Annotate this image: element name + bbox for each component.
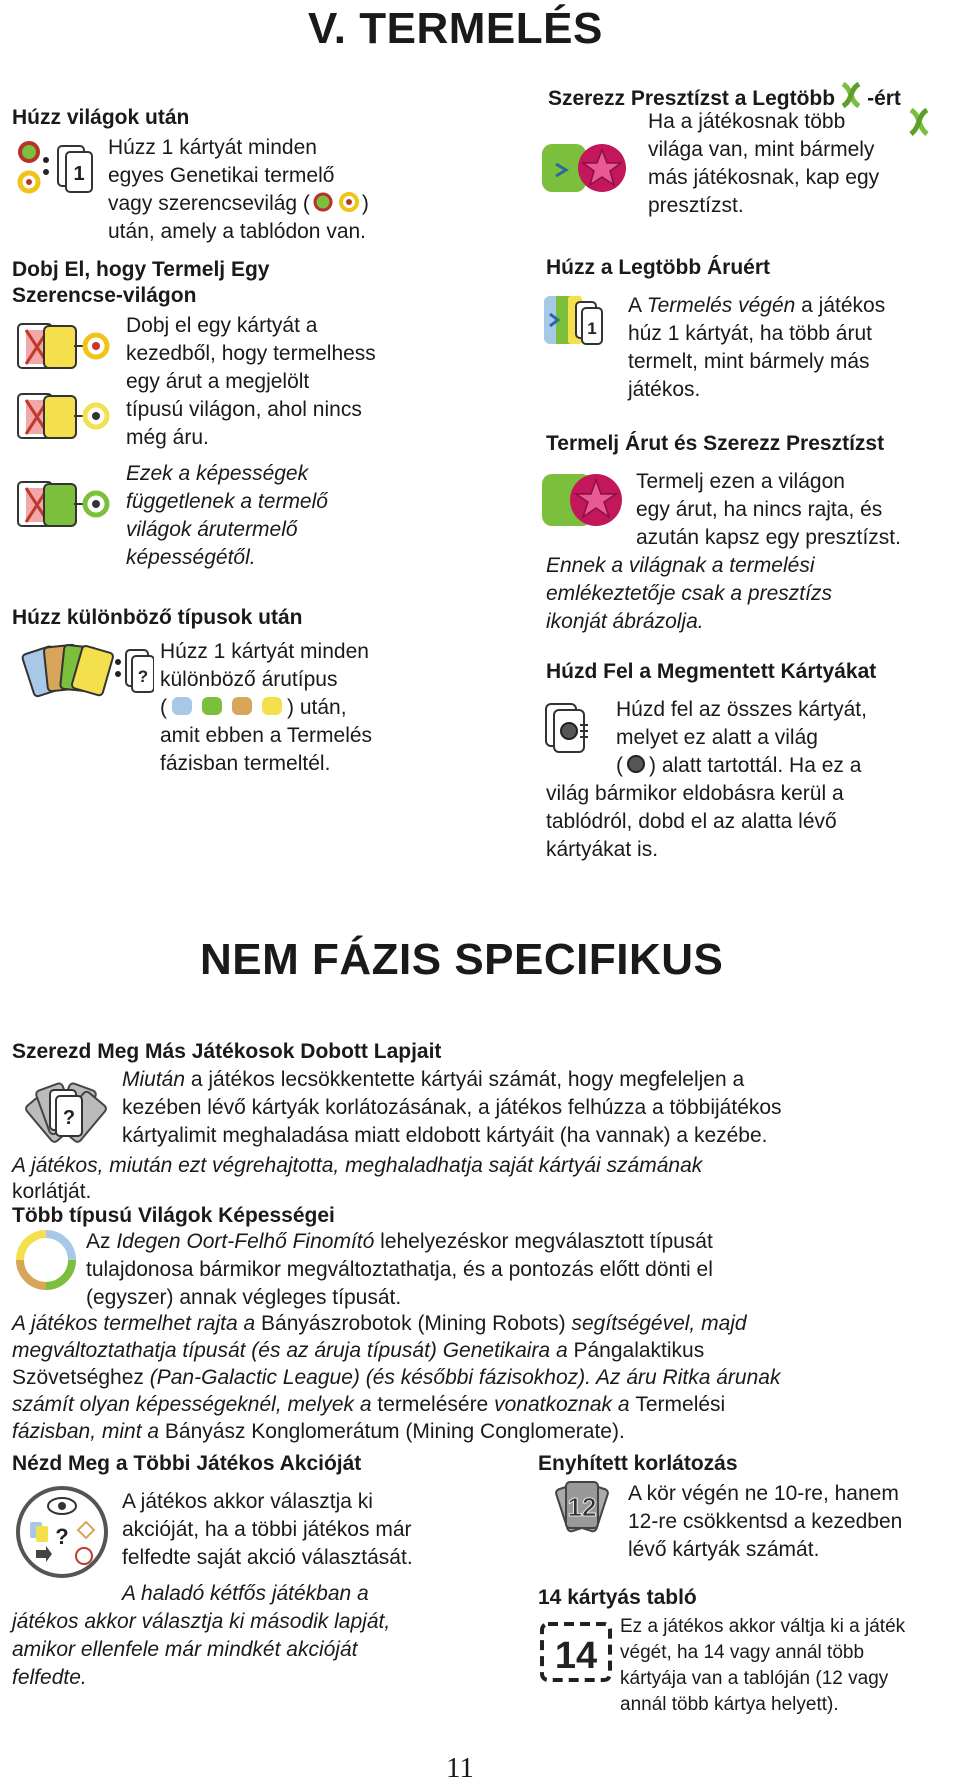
most-gene-prestige-line-3: más játékosnak, kap egy [648, 166, 880, 189]
text-segment: Bányász Konglomerátum (Mining Conglomerate). [164, 1420, 625, 1443]
relaxed-limit-line-3: lévő kártyák számát. [628, 1538, 820, 1561]
saved-cards-icon [540, 700, 596, 754]
text-segment: Szövetséghez [12, 1366, 144, 1389]
svg-text:?: ? [62, 1107, 76, 1129]
discard-card-yellow-icon [14, 388, 114, 444]
windfall-world-icon [338, 191, 360, 213]
see-others-note-4: felfedte. [12, 1666, 87, 1689]
take-discards-line-1 [122, 1066, 744, 1094]
heading-discard-to-produce-1: Dobj El, hogy Termelj Egy [12, 258, 270, 281]
text-segment: Pángalaktikus [573, 1339, 705, 1362]
see-others-line-1: A játékos akkor választja ki [122, 1490, 373, 1513]
see-others-note-3: amikor ellenfele már mindkét akcióját [12, 1638, 358, 1661]
text-segment: A [628, 294, 647, 317]
tableau-number: 14 [554, 1635, 598, 1677]
text-segment: termelésére [377, 1393, 489, 1416]
hand-limit-number: 12 [567, 1492, 597, 1522]
text-segment: Termelési [635, 1393, 726, 1416]
produce-prestige-line-3: azután kapsz egy presztízst. [636, 526, 901, 549]
discard-to-produce-line-4: típusú világon, ahol nincs [126, 398, 362, 421]
draw-most-goods-line-1 [628, 292, 885, 320]
discard-card-green-icon [14, 476, 114, 532]
text-segment: a játékos lecsökkentette kártyái számát, hogy megfeleljen a [185, 1068, 745, 1091]
text-segment: Idegen Oort-Felhő Finomító [116, 1230, 375, 1253]
produce-prestige-note-2: emlékeztetője csak a presztízs [546, 582, 832, 605]
text-segment: ) után, [287, 696, 347, 719]
text-segment: ( [160, 696, 167, 719]
discard-to-produce-line-3: egy árut a megjelölt [126, 370, 310, 393]
draw-after-worlds-line-2: egyes Genetikai termelő [108, 164, 335, 187]
svg-text:?: ? [55, 1524, 69, 1549]
see-others-line-2: akcióját, ha a többi játékos már [122, 1518, 412, 1541]
discard-note-line-1: Ezek a képességek [126, 462, 309, 485]
goods-cards-icon [18, 638, 154, 698]
draw-different-types-line-2: különböző árutípus [160, 668, 338, 691]
text-segment: fázisban, mint a [12, 1420, 165, 1443]
text-segment: ) alatt tartottál. Ha ez a [649, 754, 862, 777]
multi-type-note-5 [12, 1418, 625, 1446]
draw-saved-cards-line-4: világ bármikor eldobásra kerül a [546, 782, 844, 805]
tableau-14-line-4: annál több kártya helyett). [620, 1694, 839, 1715]
produce-prestige-icon [540, 470, 630, 530]
most-gene-prestige-line-2: világa van, mint bármely [648, 138, 875, 161]
discard-note-line-2: függetlenek a termelő [126, 490, 328, 513]
most-gene-prestige-line-4: presztízst. [648, 194, 744, 217]
take-discards-icon [14, 1066, 118, 1156]
alien-good-icon [259, 695, 285, 717]
heading-most-gene-prestige [548, 82, 901, 111]
multi-type-line-3: (egyszer) annak végleges típusát. [86, 1286, 402, 1309]
draw-different-types-line-3 [160, 694, 347, 722]
heading-draw-different-types: Húzz különböző típusok után [12, 606, 303, 629]
genetic-world-icon [312, 191, 334, 213]
heading-see-others-action: Nézd Meg a Többi Játékos Akcióját [12, 1452, 362, 1475]
text-segment: A játékos termelhet rajta a [12, 1312, 262, 1335]
take-discards-line-2: kezében lévő kártyák korlátozásának, a játékos felhúzza a többijátékos [122, 1096, 782, 1119]
text-segment: segítségével, majd [565, 1312, 747, 1335]
multi-type-note-2 [12, 1337, 704, 1365]
tableau-14-line-3: kártyája van a tablóján (12 vagy [620, 1668, 889, 1689]
draw-saved-cards-line-1: Húzd fel az összes kártyát, [616, 698, 867, 721]
draw-after-worlds-line-3 [108, 190, 369, 218]
multi-type-note-1 [12, 1310, 747, 1338]
draw-after-worlds-line-1: Húzz 1 kártyát minden [108, 136, 317, 159]
draw-most-goods-icon [542, 292, 604, 352]
svg-text:1: 1 [587, 319, 597, 338]
text-segment: lehelyezéskor megválasztott típusát [374, 1230, 713, 1253]
text-segment: számít olyan képességeknél, melyek a [12, 1393, 378, 1416]
svg-text:1: 1 [73, 163, 85, 185]
produce-prestige-note-3: ikonját ábrázolja. [546, 610, 704, 633]
text-segment: Az [86, 1230, 117, 1253]
text-segment: ) [361, 192, 369, 215]
novelty-good-icon [169, 695, 195, 717]
multi-type-line-1 [86, 1228, 713, 1256]
text-segment: megváltoztathatja típusát (és az áruja típusát) Genetikaira a [12, 1339, 574, 1362]
text-segment: -ért [867, 87, 901, 110]
heading-relaxed-limit: Enyhített korlátozás [538, 1452, 738, 1475]
genes-good-icon [199, 695, 225, 717]
text-segment: Bányászrobotok (Mining Robots) [261, 1312, 566, 1335]
discard-to-produce-line-1: Dobj el egy kártyát a [126, 314, 318, 337]
take-discards-note-1: A játékos, miután ezt végrehajtotta, meghaladhatja saját kártyái számának [12, 1154, 703, 1177]
hand-limit-12-icon [546, 1478, 618, 1536]
discard-to-produce-line-5: még áru. [126, 426, 209, 449]
draw-different-types-line-4: amit ebben a Termelés [160, 724, 373, 747]
draw-after-worlds-line-4: után, amely a tablódon van. [108, 220, 367, 243]
text-segment: a játékos [795, 294, 886, 317]
produce-prestige-note-1: Ennek a világnak a termelési [546, 554, 815, 577]
heading-take-discards: Szerezd Meg Más Játékosok Dobott Lapjait [12, 1040, 442, 1063]
most-gene-prestige-line-1: Ha a játékosnak több [648, 110, 846, 133]
multi-type-world-icon [16, 1230, 76, 1290]
take-discards-line-3: kártyalimit meghaladása miatt eldobott kártyáit (ha vannak) a kezébe. [122, 1124, 768, 1147]
draw-different-types-line-5: fázisban termeltél. [160, 752, 331, 775]
gray-world-icon [625, 753, 647, 775]
tableau-14-icon [538, 1620, 614, 1684]
see-others-action-icon [14, 1484, 110, 1580]
tableau-14-line-1: Ez a játékos akkor váltja ki a játék [620, 1616, 906, 1637]
gene-prestige-icon [540, 138, 636, 198]
page-number: 11 [446, 1752, 474, 1784]
heading-tableau-14: 14 kártyás tabló [538, 1586, 697, 1609]
heading-draw-saved-cards: Húzd Fel a Megmentett Kártyákat [546, 660, 877, 683]
see-others-note-2: játékos akkor választja ki második lapját, [12, 1610, 391, 1633]
draw-most-goods-line-2: húz 1 kártyát, ha több árut [628, 322, 872, 345]
draw-saved-cards-line-3 [616, 752, 861, 780]
see-others-note-1: A haladó kétfős játékban a [122, 1582, 369, 1605]
take-discards-note-2: korlátját. [12, 1180, 92, 1203]
gene-icon [837, 82, 865, 108]
discard-card-windfall-icon [14, 318, 114, 374]
draw-saved-cards-line-6: kártyákat is. [546, 838, 659, 861]
draw-most-goods-line-3: termelt, mint bármely más [628, 350, 870, 373]
multi-type-note-3 [12, 1364, 780, 1392]
text-segment: vonatkoznak a [488, 1393, 636, 1416]
produce-prestige-line-1: Termelj ezen a világon [636, 470, 845, 493]
multi-type-note-4 [12, 1391, 725, 1419]
produce-prestige-line-2: egy árut, ha nincs rajta, és [636, 498, 883, 521]
discard-note-line-3: világok árutermelő [126, 518, 298, 541]
relaxed-limit-line-2: 12-re csökkentsd a kezedben [628, 1510, 903, 1533]
text-segment: (Pan-Galactic League) (és későbbi fázisokhoz). Az áru Ritka árunak [143, 1366, 781, 1389]
multi-type-line-2: tulajdonosa bármikor megváltoztathatja, és a pontozás előtt dönti el [86, 1258, 713, 1281]
draw-most-goods-line-4: játékos. [628, 378, 701, 401]
svg-text:?: ? [137, 667, 149, 686]
text-segment: Miután [122, 1068, 186, 1091]
draw-saved-cards-line-5: tablódról, dobd el az alatta lévő [546, 810, 837, 833]
rare-good-icon [229, 695, 255, 717]
heading-draw-after-worlds: Húzz világok után [12, 106, 190, 129]
tableau-14-line-2: végét, ha 14 vagy annál több [620, 1642, 865, 1663]
text-segment: vagy szerencsevilág ( [108, 192, 310, 215]
heading-discard-to-produce-2: Szerencse-világon [12, 284, 197, 307]
relaxed-limit-line-1: A kör végén ne 10-re, hanem [628, 1482, 899, 1505]
gene-icon [905, 108, 933, 136]
heading-multi-type-worlds: Több típusú Világok Képességei [12, 1204, 335, 1227]
draw-after-worlds-icon [12, 138, 102, 202]
draw-saved-cards-line-2: melyet ez alatt a világ [616, 726, 818, 749]
heading-produce-and-prestige: Termelj Árut és Szerezz Presztízst [546, 432, 885, 455]
heading-draw-most-goods: Húzz a Legtöbb Áruért [546, 256, 770, 279]
section-title-non-phase: NEM FÁZIS SPECIFIKUS [200, 935, 724, 984]
text-segment: Szerezz Presztízst a Legtöbb [548, 87, 836, 110]
discard-note-line-4: képességétől. [126, 546, 256, 569]
section-title-production: V. TERMELÉS [308, 4, 603, 53]
see-others-line-3: felfedte saját akció választását. [122, 1546, 413, 1569]
draw-different-types-line-1: Húzz 1 kártyát minden [160, 640, 369, 663]
text-segment: ( [616, 754, 623, 777]
text-segment: Termelés végén [646, 294, 796, 317]
discard-to-produce-line-2: kezedből, hogy termelhess [126, 342, 376, 365]
